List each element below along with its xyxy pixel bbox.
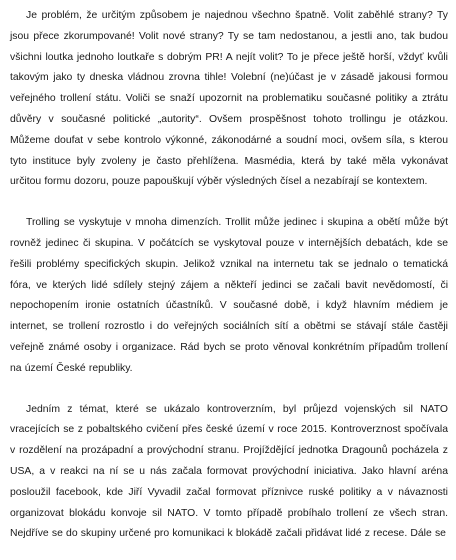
paragraph-2: Trolling se vyskytuje v mnoha dimenzích. Trollit může jedinec i skupina a obětí může být rovněž jedinec či skupina. V počátcích se vyskytoval pouze v internějších debatách, kde se řešili problémy specifických skupin. Jelikož vznikal na internetu tak se jednalo o tematická fóra, ve kterých lidé sdílely stejný zájem a někteří jedinci se začali bavit nevědomostí, či nepochopením ironie ostatních účastníků. V současné době, i když hlavním médiem je internet, se trollení rozrostlo i do veřejných sociálních sítí a obětmi se stávají stále častěji veřejně známé osoby i organizace. Rád bych se proto věnoval konkrétním případům trollení na území České republiky. bbox=[10, 217, 448, 374]
paragraph-1: Je problém, že určitým způsobem je najednou všechno špatně. Volit zaběhlé strany? Ty jsou přece zkorumpované! Volit nové strany? Ty se tam nedostanou, a jestli ano, tak budou všichni loutka jednoho loutkaře s dobrým PR! A nejít volit? To je přece ještě horší, vždyť kvůli takovým jako ty dneska vládnou zrovna tihle! Volební (ne)účast je v zásadě jakousi formou veřejného trollení státu. Voliči se snaží upozornit na problematiku současné politiky a ztrátu důvěry v současné politické „autority“. Ovšem prospěšnost tohoto trollingu je otázkou. Můžeme doufat v sebe kontrolo výkonné, zákonodárné a soudní moci, ovšem síla, s kterou tyto instituce byly zvoleny je často přehlížena. Masmédia, která by také měla vykonávat určitou formu dozoru, pouze papouškují výběr výsledných čísel a nezabírají se kontextem. bbox=[10, 10, 448, 188]
paragraph-3: Jedním z témat, které se ukázalo kontroverzním, byl průjezd vojenských sil NATO vracejících se z pobaltského cvičení přes české území v roce 2015. Kontroverznost spočívala v rozdělení na prozápadní a provýchodní stranu. Projíždějící jednotka Dragounů pocházela z USA, a v reakci na ní se u nás začala formovat provýchodní iniciativa. Jako hlavní aréna posloužil facebook, kde Jiří Vyvadil začal formovat příznivce ruské politiky a v návaznosti organizovat blokádu konvoje sil NATO. V tomto případě probíhalo trollení ze všech stran. Nejdříve se do skupiny určené pro komunikaci k blokádě začali přidávat lidé z recese. Dále se bbox=[10, 403, 448, 540]
